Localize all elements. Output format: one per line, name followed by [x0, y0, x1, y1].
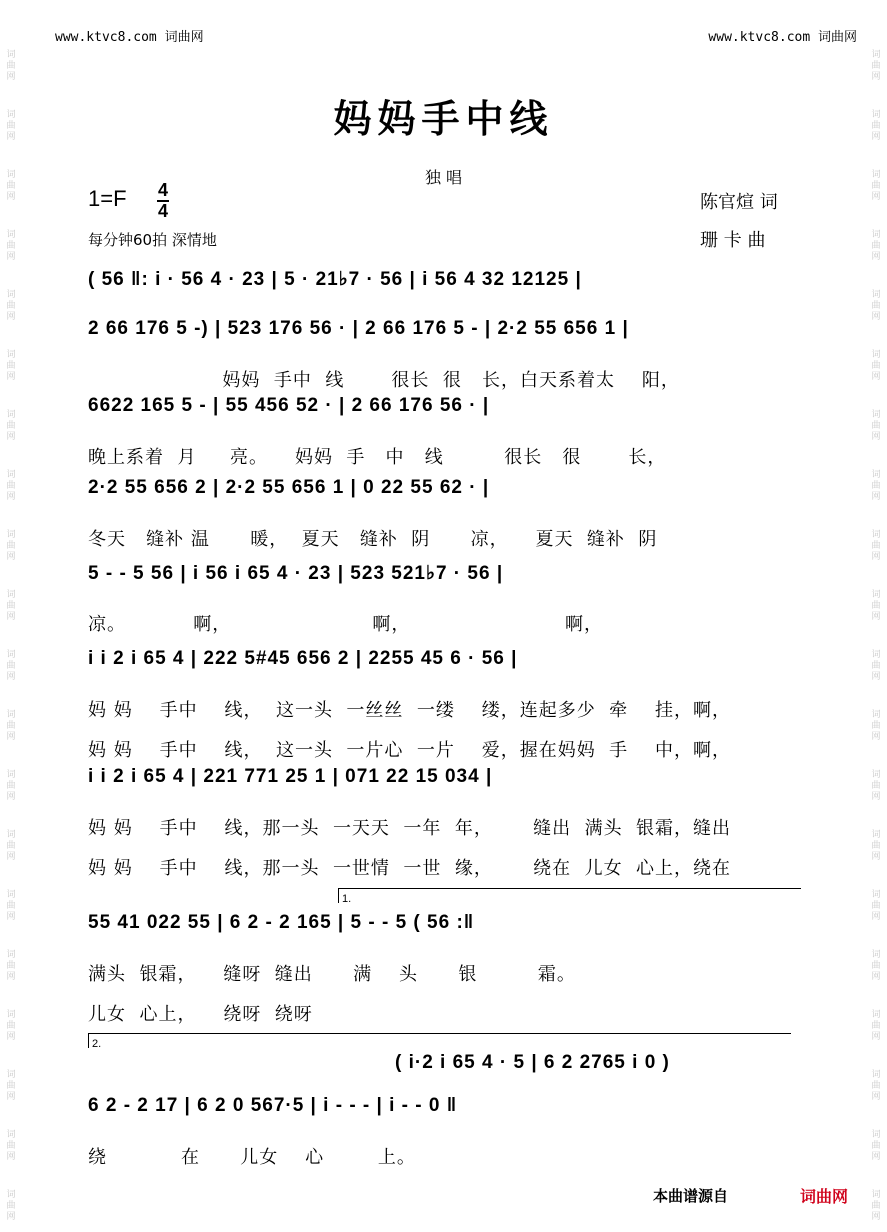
score-row-notes: ( 56 ‖: i · 56 4 · 23 | 5 · 21♭7 · 56 | i 56 4 32 12125 | [88, 269, 582, 290]
watermark-label: 词 曲 网 [6, 350, 16, 382]
watermark-label: 词 曲 网 [871, 50, 881, 82]
watermark-label: 词 曲 网 [871, 230, 881, 262]
score-row-lyrics: 晚上系着 月 亮。 妈妈 手 中 线 很长 很 长， [88, 447, 667, 468]
score-row-lyrics: 满头 银霜， 缝呀 缝出 满 头 银 霜。 [88, 964, 576, 985]
tempo-marking: 每分钟60拍 深情地 [88, 231, 217, 249]
watermark-label: 词 曲 网 [6, 1070, 16, 1102]
lyricist-credit: 陈官煊 词 [700, 192, 778, 213]
volta-bracket [88, 1033, 791, 1048]
score-row-lyrics: 妈 妈 手中 线，那一头 一世情 一世 缘， 绕在 儿女 心上，绕在 [88, 858, 732, 879]
watermark-label: 词 曲 网 [871, 470, 881, 502]
score-row-lyrics: 凉。 啊， 啊， 啊， [88, 614, 603, 635]
watermark-label: 词 曲 网 [6, 530, 16, 562]
score-row-lyrics: 儿女 心上， 绕呀 绕呀 [88, 1004, 313, 1025]
meter-top: 4 [157, 180, 168, 200]
watermark-label: 词 曲 网 [871, 410, 881, 442]
header-site-right[interactable]: www.ktvc8.com 词曲网 [708, 30, 857, 45]
watermark-label: 词 曲 网 [871, 110, 881, 142]
score-row-notes: 55 41 022 55 | 6 2 - 2 165 | 5 - - 5 ( 56 :‖ [88, 912, 475, 933]
watermark-label: 词 曲 网 [871, 1070, 881, 1102]
watermark-label: 词 曲 网 [6, 770, 16, 802]
watermark-label: 词 曲 网 [6, 1010, 16, 1042]
footer-brand-link[interactable]: 词曲网 [800, 1187, 849, 1206]
score-row-lyrics: 绕 在 儿女 心 上。 [88, 1147, 416, 1168]
watermark-label: 词 曲 网 [871, 1010, 881, 1042]
score-row-lyrics: 妈 妈 手中 线， 这一头 一丝丝 一缕 缕，连起多少 牵 挂，啊， [88, 700, 732, 721]
time-signature [154, 182, 172, 220]
watermark-label: 词 曲 网 [6, 110, 16, 142]
score-row-notes: 6622 165 5 - | 55 456 52 · | 2 66 176 56 · | [88, 395, 490, 416]
watermark-label: 词 曲 网 [871, 710, 881, 742]
watermark-label: 词 曲 网 [6, 50, 16, 82]
watermark-label: 词 曲 网 [6, 470, 16, 502]
watermark-label: 词 曲 网 [871, 770, 881, 802]
watermark-label: 词 曲 网 [871, 590, 881, 622]
score-row-notes: i i 2 i 65 4 | 222 5#45 656 2 | 2255 45 6 · 56 | [88, 648, 518, 669]
performance-type: 独 唱 [424, 168, 463, 187]
watermark-label: 词 曲 网 [6, 830, 16, 862]
watermark-label: 词 曲 网 [871, 650, 881, 682]
watermark-label: 词 曲 网 [6, 650, 16, 682]
watermark-label: 词 曲 网 [6, 230, 16, 262]
watermark-label: 词 曲 网 [6, 170, 16, 202]
watermark-label: 词 曲 网 [6, 890, 16, 922]
song-title: 妈妈手中线 [333, 96, 554, 141]
score-row-notes: 5 - - 5 56 | i 56 i 65 4 · 23 | 523 521♭7 · 56 | [88, 563, 504, 584]
watermark-label: 词 曲 网 [871, 830, 881, 862]
watermark-label: 词 曲 网 [871, 170, 881, 202]
watermark-label: 词 曲 网 [871, 1130, 881, 1162]
score-row-notes: ( i·2 i 65 4 · 5 | 6 2 2765 i 0 ) [395, 1052, 670, 1073]
watermark-label: 词 曲 网 [871, 890, 881, 922]
volta-number: 2. [92, 1038, 102, 1050]
watermark-label: 词 曲 网 [871, 530, 881, 562]
volta-bracket [338, 888, 801, 903]
volta-number: 1. [342, 893, 352, 905]
score-row-lyrics: 妈妈 手中 线 很长 很 长，白天系着太 阳， [88, 370, 680, 391]
watermark-label: 词 曲 网 [6, 410, 16, 442]
score-row-notes: 6 2 - 2 17 | 6 2 0 567·5 | i - - - | i - - 0 ‖ [88, 1095, 458, 1116]
score-row-notes: i i 2 i 65 4 | 221 771 25 1 | 071 22 15 034 | [88, 766, 493, 787]
watermark-label: 词 曲 网 [871, 290, 881, 322]
composer-credit: 珊 卡 曲 [700, 230, 766, 251]
score-row-notes: 2 66 176 5 -) | 523 176 56 · | 2 66 176 5 - | 2·2 55 656 1 | [88, 318, 629, 339]
watermark-label: 词 曲 网 [871, 1190, 881, 1222]
score-row-notes: 2·2 55 656 2 | 2·2 55 656 1 | 0 22 55 62 · | [88, 477, 490, 498]
watermark-label: 词 曲 网 [6, 1130, 16, 1162]
watermark-label: 词 曲 网 [6, 950, 16, 982]
watermark-label: 词 曲 网 [6, 590, 16, 622]
meter-bottom: 4 [157, 201, 168, 221]
score-row-lyrics: 妈 妈 手中 线， 这一头 一片心 一片 爱，握在妈妈 手 中，啊， [88, 740, 732, 761]
watermark-label: 词 曲 网 [871, 350, 881, 382]
score-row-lyrics: 冬天 缝补 温 暖， 夏天 缝补 阴 凉， 夏天 缝补 阴 [88, 529, 658, 550]
watermark-label: 词 曲 网 [6, 290, 16, 322]
key-signature: 1=F [88, 186, 127, 211]
score-row-lyrics: 妈 妈 手中 线，那一头 一天天 一年 年， 缝出 满头 银霜，缝出 [88, 818, 732, 839]
watermark-label: 词 曲 网 [6, 1190, 16, 1222]
footer-source-label: 本曲谱源自 [653, 1187, 729, 1205]
watermark-label: 词 曲 网 [871, 950, 881, 982]
watermark-label: 词 曲 网 [6, 710, 16, 742]
header-site-left[interactable]: www.ktvc8.com 词曲网 [55, 30, 204, 45]
